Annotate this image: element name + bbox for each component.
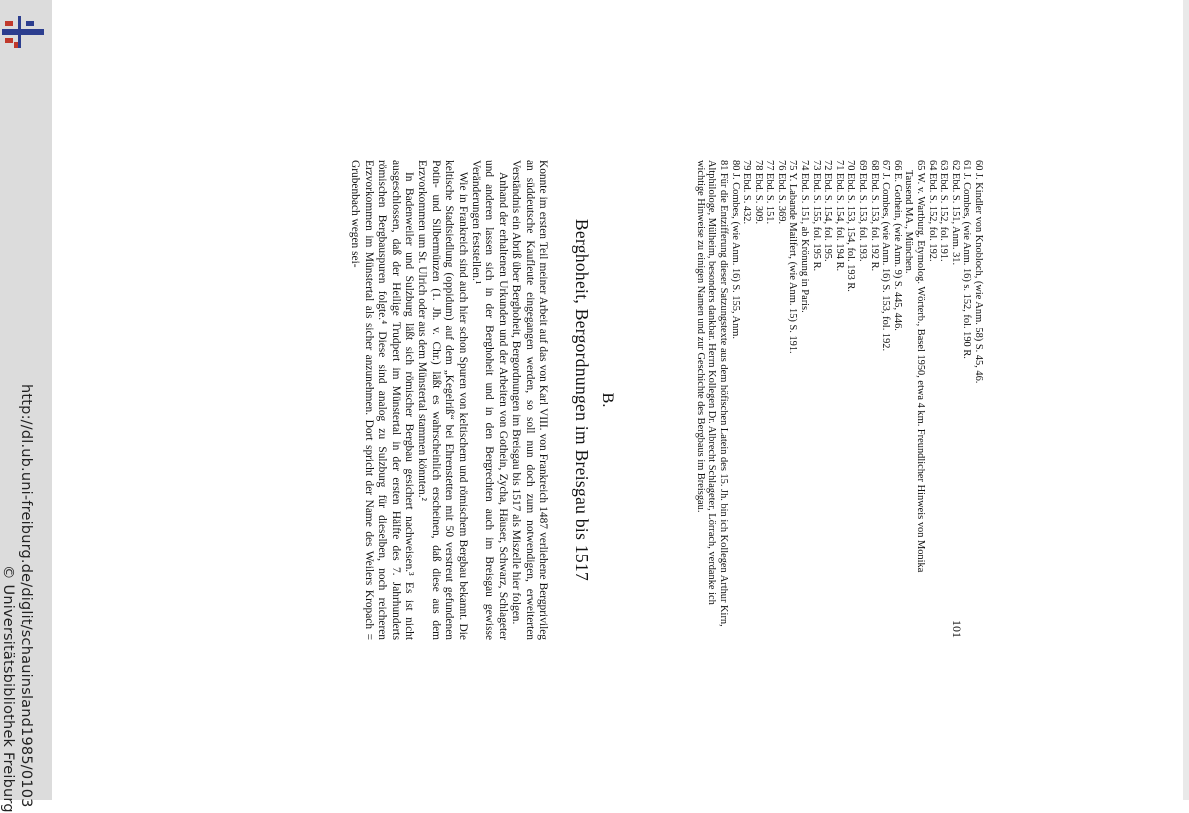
footnote: 77 Ebd. S. 151.: [764, 160, 776, 225]
footnotes: [694, 160, 984, 640]
body-text: [348, 160, 549, 640]
watermark-url: http://dl.ub.uni-freiburg.de/diglit/schauinsland1985/0103: [18, 384, 34, 808]
watermark-copyright: © Universitätsbibliothek Freiburg: [0, 565, 16, 813]
footnote: 79 Ebd. S. 432.: [741, 160, 753, 225]
footnote: 70 Ebd. S. 153, 154, fol. 193 R.: [845, 160, 857, 292]
footnote: 63 Ebd. S. 152, fol. 191.: [938, 160, 950, 262]
footnote: 66 E. Gothein, (wie Anm. 9) S. 445, 446.: [891, 160, 903, 331]
footnote: 68 Ebd. S. 153, fol. 192 R.: [868, 160, 880, 272]
section-heading: [571, 160, 616, 640]
footnote: 71 Ebd. S. 154, fol. 194 R.: [833, 160, 845, 272]
footnote: 73 Ebd. S. 155, fol. 195 R.: [810, 160, 822, 272]
page-number: 101: [950, 620, 964, 638]
paragraph: Anhand der erhaltenen Urkunden und der Arbeiten von Gothein, Zycha, Häuser, Schwarz, Schlageter und anderen lassen sich in der Berghoheit und in den Bergrechten auch im Breisgau gewisse Veränderungen feststellen.¹: [469, 160, 509, 640]
footnote: 67 J. Combes, (wie Anm. 16) S. 153, fol. 192.: [880, 160, 892, 352]
library-logo-icon: [2, 14, 44, 50]
section-letter: B.: [599, 392, 616, 408]
footnote: 76 Ebd. S. 369.: [775, 160, 787, 225]
footnote: 80 J. Combes, (wie Anm. 16) S. 155, Anm.: [729, 160, 741, 339]
footnote: 65 W. v. Wartburg, Etymolog. Wörterb., Basel 1950, etwa 4 km. Freundlicher Hinweis von Monika: [915, 160, 927, 573]
footnote: 78 Ebd. S. 309.: [752, 160, 764, 225]
footnote: 60 J. Kindler von Knobloch, (wie Anm. 58) S. 45, 46.: [973, 160, 984, 384]
footnote: 62 Ebd. S. 151, Anm. 31.: [949, 160, 961, 266]
footnote: 64 Ebd. S. 152, fol. 192.: [926, 160, 938, 262]
page-edge: [1183, 0, 1189, 800]
footnote: 74 Ebd. S. 151, ab Krönung in Paris.: [799, 160, 811, 313]
paragraph: In Badenweiler und Sulzburg läßt sich römischer Bergbau gesichert nachweisen.³ Es ist nicht ausgeschlossen, daß der Heilige Trudpert im Münstertal in der ersten Hälfte des 7. Jahrhunderts römischen Bergbauspuren folgte.⁴ Diese sind analog zu Sulzburg für dieselben, noch reicheren Erzvorkommen im Münstertal als sicher anzunehmen. Dort spricht der Name des Weilers Kropach = Grubenbach wegen sei-: [349, 160, 415, 640]
paragraph: Konnte im ersten Teil meiner Arbeit auf das von Karl VIII. von Frankreich 1487 verliehene Bergprivileg an süddeutsche Kaufleute eingegangen werden, so soll nun doch zum notwendigen, erweiterten Verständnis ein Abriß über Berghoheit, Bergordnungen im Breisgau bis 1517 als Miszelle hier folgen.: [510, 160, 549, 640]
footnote: 69 Ebd. S. 153, fol. 193.: [857, 160, 869, 262]
paragraph: Wie in Frankreich sind auch hier schon Spuren von keltischem und römischem Bergbau bekannt. Die keltische Stadtsiedlung (oppidum) auf dem „Kegelriß“ bei Ehrenstetten mit 50 verstreut gefundenen Potin- und Silbermünzen (1. Jh. v. Chr.) läßt es wahrscheinlich erscheinen, daß diese aus dem Erzvorkommen um St. Ulrich oder aus dem Münstertal stammen könnten.²: [416, 160, 469, 640]
section-title: Berghoheit, Bergordnungen im Breisgau bis 1517: [572, 218, 592, 582]
footnote: 72 Ebd. S. 154, fol. 195.: [822, 160, 834, 262]
footnote: 61 J. Combes, (wie Anm. 16) s. 152, fol. 190 R.: [961, 160, 973, 359]
footnote: 81 Für die Entzifferung dieser Satzungstexte aus dem höfischen Latein des 15. Jh. bin ich Kollegen Arthur Kirn, Altphilologe, Mülheim, besonders dankbar. Herrn Kollegen Dr. Albrecht Schlageter, Lörrach, verdanke ich wichtige Hinweise zu einigen Namen und zur Geschichte des Bergbaus im Breisgau.: [694, 160, 729, 627]
footnote: 75 Y. Labande Mailfert, (wie Anm. 15) S. 191.: [787, 160, 799, 354]
footnote: Tausend MA., München.: [903, 170, 915, 274]
